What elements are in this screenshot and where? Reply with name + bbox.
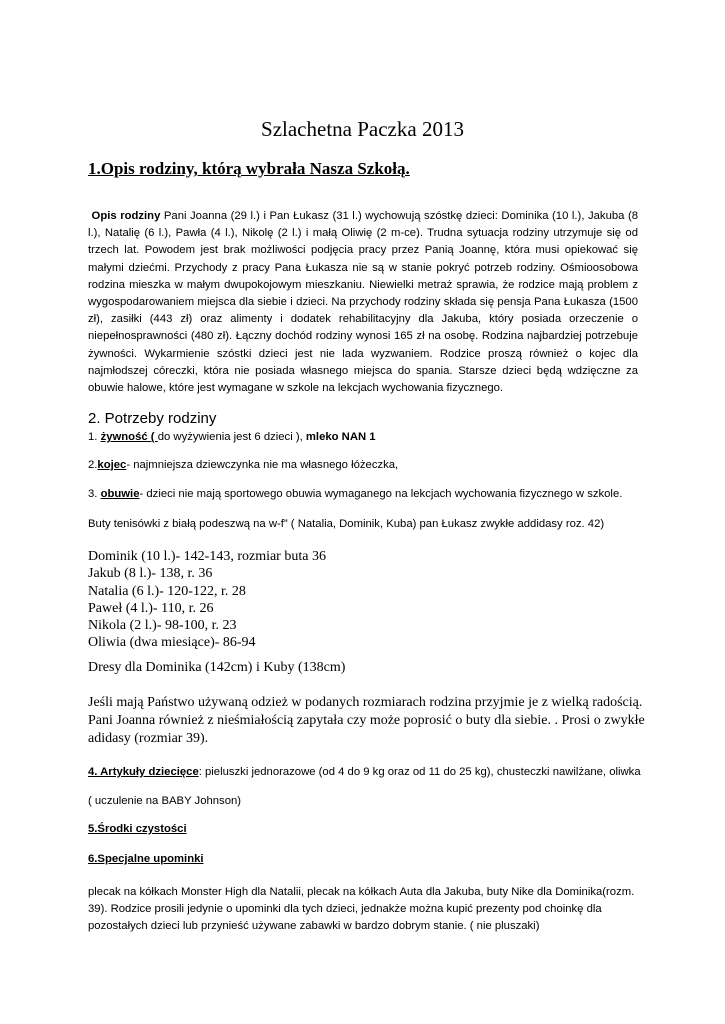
document-title: Szlachetna Paczka 2013 [261,117,464,141]
size-entry: Nikola (2 l.)- 98-100, r. 23 [88,618,237,634]
section1-heading: 1.Opis rodziny, którą wybrała Nasza Szkołą. [88,159,410,178]
children-sizes-list [88,548,326,652]
size-entry: Natalia (6 l.)- 120-122, r. 28 [88,583,246,599]
need-item-shoes: 3. obuwie- dzieci nie mają sportowego obuwia wymaganego na lekcjach wychowania fizycznego w szkole. [88,488,623,500]
used-clothes-note: Jeśli mają Państwo używaną odzież w podanych rozmiarach rodzina przyjmie je z wielką radością. Pani Joanna również z nieśmiałością zapytała czy może poprosić o buty dla siebie. . Prosi o zwykłe adidasy (rozmiar 39). [88,695,645,746]
size-entry: Jakub (8 l.)- 138, r. 36 [88,566,213,582]
need-item-baby-articles-label: 4. Artykuły dziecięce [88,766,199,778]
family-description-text: Pani Joanna (29 l.) i Pan Łukasz (31 l.) wychowują szóstkę dzieci: Dominika (10 l.), Jakuba (8 l.), Natalię (6 l.), Pawła (4 l.), Nikolę (2 l.) i małą Oliwię (2 m-ce). Trudna sytuacja rodziny utrzymuje się od trzech lat. Powodem jest brak możliwości podjęcia pracy przez Panią Joannę, która musi opiekować się małymi dziećmi. Przychody z pracy Pana Łukasza nie są w stanie pokryć potrzeb rodziny. Ośmioosobowa rodzina mieszka w małym dwupokojowym mieszkaniu. Niewielki metraż sprawia, że rodzice mają problem z wygospodarowaniem miejsca dla siebie i dzieci. Na przychody rodziny składa się pensja Pana Łukasza (1500 zł), zasiłki (443 zł) oraz alimenty i dodatek rehabilitacyjny dla Jakuba, który posiada orzeczenie o niepełnosprawności (480 zł). Łączny dochód rodziny wynosi 165 zł na osobę. Rodzina najbardziej potrzebuje żywności. Wykarmienie szóstki dzieci jest nie lada wyzwaniem. Rodzice proszą również o kojec dla najmłodszej córeczki, która nie posiada własnego miejsca do spania. Starsze dzieci będą wdzięczne za obuwie halowe, które jest wymagane w szkole na lekcjach wychowania fizycznego. [88,210,639,395]
dresses-note: Dresy dla Dominika (142cm) i Kuby (138cm) [88,660,346,675]
need-item-baby-articles-cont: ( uczulenie na BABY Johnson) [88,795,242,807]
size-entry: Dominik (10 l.)- 142-143, rozmiar buta 36 [88,549,326,564]
size-entry: Oliwia (dwa miesiące)- 86-94 [88,635,256,651]
need-item-food-label: żywność [100,431,148,443]
section2-heading: 2. Potrzeby rodziny [88,410,217,427]
gifts-description: plecak na kółkach Monster High dla Natalii, plecak na kółkach Auta dla Jakuba, buty Nike dla Dominika(rozm. 39). Rodzice prosili jedynie o upominki dla tych dzieci, jednakże można kupić prezenty pod choinkę dla pozostałych dzieci lub przynieść używane zabawki w bardzo dobrym stanie. ( nie pluszaki) [88,886,635,932]
need-item-food: 1. żywność ( do wyżywienia jest 6 dzieci ), mleko NAN 1 [88,431,376,443]
need-item-playpen-label: kojec [97,459,127,471]
need-item-food-milk: mleko NAN 1 [305,431,376,443]
need-item-cleaning: 5.Środki czystości [88,823,187,835]
size-entry: Paweł (4 l.)- 110, r. 26 [88,600,214,616]
need-item-baby-articles: 4. Artykuły dziecięce: pieluszki jednorazowe (od 4 do 9 kg oraz od 11 do 25 kg), chusteczki nawilżane, oliwka [88,766,641,778]
shoes-note: Buty tenisówki z białą podeszwą na w-f” ( Natalia, Dominik, Kuba) pan Łukasz zwykłe addidasy roz. 42) [88,518,605,530]
family-description [88,208,638,397]
need-item-shoes-label: obuwie [100,488,140,500]
need-item-gifts: 6.Specjalne upominki [88,853,204,865]
need-item-playpen: 2.kojec- najmniejsza dziewczynka nie ma własnego łóżeczka, [88,459,399,471]
family-description-lead: Opis rodziny [91,210,161,222]
